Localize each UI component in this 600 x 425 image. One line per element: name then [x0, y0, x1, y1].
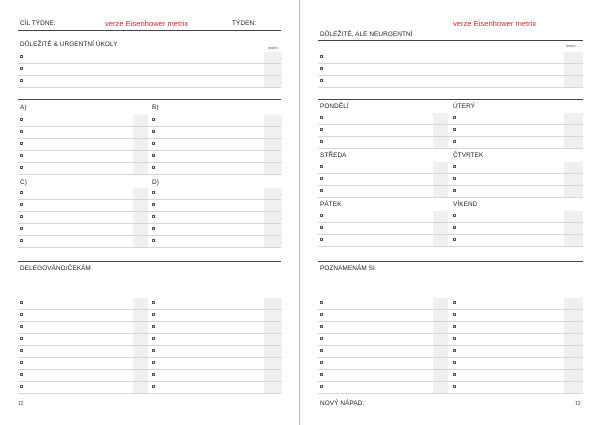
quadrant-c-label: C) — [20, 179, 27, 186]
task-row — [18, 212, 281, 224]
checkbox[interactable] — [320, 140, 323, 143]
checkbox[interactable] — [152, 361, 155, 364]
checkbox[interactable] — [453, 177, 456, 180]
important-section-title: DŮLEŽITÉ, ALE NEURGENTNÍ — [320, 31, 413, 38]
checkbox[interactable] — [152, 191, 155, 194]
checkbox[interactable] — [20, 361, 23, 364]
checkbox[interactable] — [453, 189, 456, 192]
checkbox[interactable] — [320, 325, 323, 328]
checkbox[interactable] — [20, 55, 23, 58]
task-row — [318, 64, 583, 76]
task-row — [318, 223, 583, 235]
checkbox[interactable] — [20, 142, 23, 145]
checkbox[interactable] — [320, 226, 323, 229]
checkbox[interactable] — [20, 203, 23, 206]
task-row — [318, 162, 583, 174]
quadrant-a-label: A) — [20, 104, 27, 111]
checkbox[interactable] — [20, 79, 23, 82]
checkbox[interactable] — [320, 301, 323, 304]
checkbox[interactable] — [320, 385, 323, 388]
wednesday-label: STŘEDA — [320, 152, 347, 159]
checkbox[interactable] — [453, 385, 456, 388]
goal-label: CÍL TÝDNE: — [20, 20, 56, 27]
section-rule — [18, 261, 281, 262]
task-row — [18, 188, 281, 200]
left-page — [0, 0, 299, 425]
section-rule — [18, 99, 281, 100]
checkbox[interactable] — [453, 214, 456, 217]
checkbox[interactable] — [453, 226, 456, 229]
week-label: TÝDEN: — [232, 20, 257, 27]
monday-label: PONDĚLÍ — [320, 103, 349, 110]
checkbox[interactable] — [453, 349, 456, 352]
checkbox[interactable] — [152, 325, 155, 328]
checkbox[interactable] — [453, 325, 456, 328]
task-row — [318, 137, 583, 149]
page-number: 13 — [575, 401, 581, 407]
checkbox[interactable] — [320, 128, 323, 131]
checkbox[interactable] — [320, 55, 323, 58]
task-row — [18, 298, 281, 310]
thursday-label: ČTVRTEK — [453, 152, 484, 159]
checkbox[interactable] — [20, 215, 23, 218]
checkbox[interactable] — [152, 118, 155, 121]
tuesday-label: ÚTERÝ — [453, 103, 476, 110]
checkbox[interactable] — [152, 239, 155, 242]
checkbox[interactable] — [20, 130, 23, 133]
checkbox[interactable] — [20, 349, 23, 352]
task-row — [318, 174, 583, 186]
task-row — [318, 322, 583, 334]
checkbox[interactable] — [453, 128, 456, 131]
checkbox[interactable] — [152, 337, 155, 340]
checkbox[interactable] — [453, 238, 456, 241]
checkbox[interactable] — [320, 79, 323, 82]
checkbox[interactable] — [20, 301, 23, 304]
checkbox[interactable] — [320, 165, 323, 168]
task-row — [318, 76, 583, 88]
task-row — [18, 358, 281, 370]
checkbox[interactable] — [20, 166, 23, 169]
task-row — [18, 236, 281, 248]
checkbox[interactable] — [320, 67, 323, 70]
checkbox[interactable] — [20, 118, 23, 121]
task-row — [18, 115, 281, 127]
notes-section-title: POZNAMENÁM SI — [320, 265, 375, 272]
checkbox[interactable] — [20, 313, 23, 316]
checkbox[interactable] — [20, 385, 23, 388]
delegated-section-title: DELEGOVÁNO/ČEKÁM — [20, 265, 91, 272]
checkbox[interactable] — [320, 189, 323, 192]
header-rule — [18, 30, 281, 31]
task-row — [318, 346, 583, 358]
checkbox[interactable] — [320, 177, 323, 180]
checkbox[interactable] — [320, 116, 323, 119]
task-row — [18, 310, 281, 322]
task-row — [18, 127, 281, 139]
task-row — [318, 298, 583, 310]
index-label: index — [566, 43, 576, 48]
task-row — [18, 76, 281, 88]
index-label: index — [268, 45, 278, 50]
task-row — [318, 310, 583, 322]
checkbox[interactable] — [152, 301, 155, 304]
page-number: 12 — [18, 401, 24, 407]
checkbox[interactable] — [453, 337, 456, 340]
checkbox[interactable] — [20, 154, 23, 157]
checkbox[interactable] — [453, 140, 456, 143]
task-row — [18, 163, 281, 175]
checkbox[interactable] — [152, 142, 155, 145]
checkbox[interactable] — [20, 325, 23, 328]
checkbox[interactable] — [20, 373, 23, 376]
section-rule — [318, 261, 583, 262]
new-idea-label: NOVÝ NÁPAD: — [320, 400, 365, 407]
section-rule — [318, 99, 583, 100]
checkbox[interactable] — [453, 313, 456, 316]
checkbox[interactable] — [320, 349, 323, 352]
checkbox[interactable] — [20, 337, 23, 340]
checkbox[interactable] — [152, 130, 155, 133]
task-row — [18, 382, 281, 394]
checkbox[interactable] — [453, 116, 456, 119]
checkbox[interactable] — [320, 361, 323, 364]
checkbox[interactable] — [453, 165, 456, 168]
task-row — [18, 346, 281, 358]
task-row — [318, 235, 583, 247]
version-label: verze Eisenhower metrix — [453, 19, 537, 28]
checkbox[interactable] — [152, 166, 155, 169]
checkbox[interactable] — [152, 227, 155, 230]
task-row — [18, 200, 281, 212]
task-row — [18, 151, 281, 163]
task-row — [18, 64, 281, 76]
task-row — [318, 211, 583, 223]
checkbox[interactable] — [20, 227, 23, 230]
checkbox[interactable] — [453, 373, 456, 376]
checkbox[interactable] — [320, 313, 323, 316]
urgent-section-title: DŮLEŽITÉ & URGENTNÍ ÚKOLY — [20, 41, 118, 48]
checkbox[interactable] — [152, 349, 155, 352]
checkbox[interactable] — [320, 238, 323, 241]
task-row — [318, 186, 583, 198]
checkbox[interactable] — [152, 385, 155, 388]
weekend-label: VÍKEND — [453, 201, 478, 208]
checkbox[interactable] — [152, 203, 155, 206]
task-row — [318, 52, 583, 64]
task-row — [318, 382, 583, 394]
checkbox[interactable] — [320, 373, 323, 376]
task-row — [318, 370, 583, 382]
header-rule — [318, 40, 583, 41]
checkbox[interactable] — [453, 301, 456, 304]
spine-divider — [299, 0, 300, 425]
right-page — [301, 0, 600, 425]
task-row — [318, 334, 583, 346]
quadrant-b-label: B) — [152, 104, 159, 111]
version-label: verze Eisenhower metrix — [105, 19, 189, 28]
checkbox[interactable] — [20, 239, 23, 242]
quadrant-d-label: D) — [152, 179, 159, 186]
task-row — [18, 52, 281, 64]
task-row — [18, 139, 281, 151]
friday-label: PÁTEK — [320, 201, 342, 208]
task-row — [18, 224, 281, 236]
task-row — [318, 125, 583, 137]
checkbox[interactable] — [152, 215, 155, 218]
checkbox[interactable] — [152, 313, 155, 316]
task-row — [318, 358, 583, 370]
checkbox[interactable] — [320, 214, 323, 217]
checkbox[interactable] — [320, 337, 323, 340]
checkbox[interactable] — [20, 191, 23, 194]
checkbox[interactable] — [453, 361, 456, 364]
checkbox[interactable] — [152, 373, 155, 376]
task-row — [18, 322, 281, 334]
task-row — [318, 113, 583, 125]
checkbox[interactable] — [152, 154, 155, 157]
task-row — [18, 370, 281, 382]
task-row — [18, 334, 281, 346]
checkbox[interactable] — [20, 67, 23, 70]
